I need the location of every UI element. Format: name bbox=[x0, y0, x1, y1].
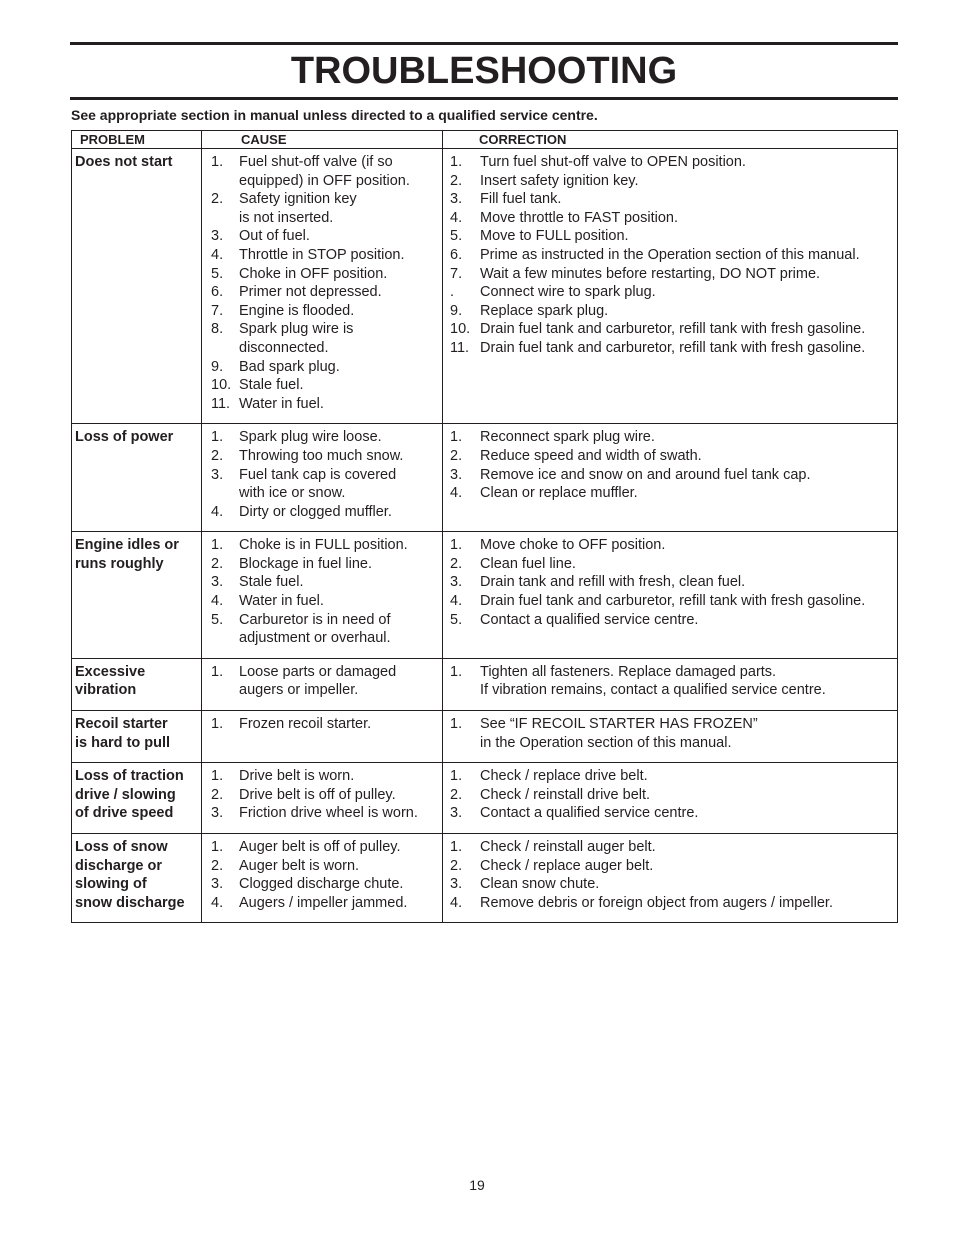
cause-item bbox=[202, 283, 438, 302]
cause-item bbox=[202, 428, 438, 447]
cause-cell bbox=[201, 149, 442, 423]
correction-item-text: Replace spark plug. bbox=[480, 302, 609, 319]
correction-item bbox=[443, 190, 893, 209]
correction-item-number: 5. bbox=[450, 611, 463, 628]
correction-item-text: Remove debris or foreign object from augers / impeller. bbox=[480, 894, 833, 911]
cause-item-text: Carburetor is in need of adjustment or overhaul. bbox=[239, 611, 391, 647]
cause-item-text: Water in fuel. bbox=[239, 395, 324, 412]
cause-item-number: 1. bbox=[211, 154, 224, 170]
cause-item bbox=[202, 555, 438, 574]
table-header bbox=[72, 131, 897, 149]
cause-item-text: Choke is in FULL position. bbox=[239, 537, 408, 554]
problem-cell: Does not start bbox=[75, 154, 173, 170]
correction-item-text: Check / reinstall drive belt. bbox=[480, 786, 651, 803]
cause-item bbox=[202, 302, 438, 321]
correction-item-text: Drain fuel tank and carburetor, refill tank with fresh gasoline. bbox=[480, 593, 866, 610]
problem-cell: Loss of traction drive / slowing of drive speed bbox=[75, 768, 184, 822]
correction-item bbox=[443, 320, 893, 339]
table-row bbox=[72, 424, 897, 532]
page-title: TROUBLESHOOTING bbox=[290, 50, 678, 92]
correction-item-number: 3. bbox=[450, 574, 463, 591]
cause-item bbox=[202, 447, 438, 466]
table-row bbox=[72, 659, 897, 711]
correction-item bbox=[443, 466, 893, 485]
cause-item bbox=[202, 894, 438, 913]
cause-item bbox=[202, 395, 438, 414]
correction-item bbox=[443, 663, 893, 700]
cause-item bbox=[202, 265, 438, 284]
correction-item bbox=[443, 715, 893, 752]
correction-item bbox=[443, 339, 893, 358]
cause-item bbox=[202, 715, 438, 734]
table-row bbox=[72, 834, 897, 922]
correction-item bbox=[443, 767, 893, 786]
correction-item bbox=[443, 555, 893, 574]
cause-item-text: Drive belt is worn. bbox=[239, 768, 355, 785]
cause-item-number: 8. bbox=[211, 321, 224, 338]
correction-item-text: Clean or replace muffler. bbox=[480, 485, 638, 502]
correction-item bbox=[443, 172, 893, 191]
problem-cell: Recoil starter is hard to pull bbox=[75, 716, 171, 751]
correction-item-number: 2. bbox=[450, 447, 463, 464]
correction-item bbox=[443, 484, 893, 503]
cause-item-text: Clogged discharge chute. bbox=[239, 876, 404, 893]
header-cause: CAUSE bbox=[201, 131, 442, 148]
cause-item bbox=[202, 503, 438, 522]
title-underline-rule bbox=[70, 97, 898, 100]
cause-item-text: Out of fuel. bbox=[239, 228, 310, 245]
correction-item-number: 2. bbox=[450, 786, 463, 803]
correction-item bbox=[443, 536, 893, 555]
correction-item bbox=[443, 302, 893, 321]
correction-item-text: Check / reinstall auger belt. bbox=[480, 839, 656, 855]
correction-item bbox=[443, 447, 893, 466]
correction-item-number: 7. bbox=[450, 265, 463, 282]
cause-item-text: Stale fuel. bbox=[239, 574, 304, 591]
cause-item-text: Loose parts or damaged augers or impeller. bbox=[239, 663, 397, 699]
problem-cell: Excessive vibration bbox=[75, 663, 146, 699]
cause-item-number: 2. bbox=[211, 786, 224, 803]
correction-item bbox=[443, 573, 893, 592]
cause-item-number: 1. bbox=[211, 429, 224, 446]
correction-item-number: 6. bbox=[450, 246, 463, 263]
cause-item bbox=[202, 786, 438, 805]
page-number: 19 bbox=[469, 1177, 485, 1193]
correction-item-number: 3. bbox=[450, 466, 463, 483]
cause-item-number: 1. bbox=[211, 768, 224, 785]
cause-item-number: 4. bbox=[211, 503, 224, 520]
cause-item-text: Augers / impeller jammed. bbox=[239, 894, 408, 911]
cause-cell bbox=[201, 532, 442, 658]
correction-item bbox=[443, 153, 893, 172]
correction-item-text: Drain fuel tank and carburetor, refill tank with fresh gasoline. bbox=[480, 339, 866, 356]
correction-item-text: Contact a qualified service centre. bbox=[480, 805, 699, 822]
correction-item-text: Clean snow chute. bbox=[480, 876, 600, 893]
correction-item bbox=[443, 611, 893, 630]
cause-item-text: Stale fuel. bbox=[239, 377, 304, 394]
correction-cell bbox=[442, 149, 897, 423]
problem-cell: Loss of snow discharge or slowing of snow discharge bbox=[75, 839, 185, 911]
cause-item-text: Bad spark plug. bbox=[239, 358, 340, 375]
cause-item-text: Auger belt is worn. bbox=[239, 857, 360, 874]
correction-item-number: 3. bbox=[450, 876, 463, 893]
cause-item bbox=[202, 376, 438, 395]
correction-item-text: Contact a qualified service centre. bbox=[480, 611, 699, 628]
correction-item-number: 1. bbox=[450, 537, 463, 554]
problem-cell: Loss of power bbox=[75, 429, 174, 446]
correction-item-number: 2. bbox=[450, 172, 463, 189]
cause-item bbox=[202, 466, 438, 503]
correction-item bbox=[443, 786, 893, 805]
correction-item bbox=[443, 894, 893, 913]
correction-item-text: Wait a few minutes before restarting, DO NOT prime. bbox=[480, 265, 821, 282]
correction-item-number: 3. bbox=[450, 805, 463, 822]
correction-item bbox=[443, 227, 893, 246]
cause-item-text: Fuel shut-off valve (if so equipped) in OFF position. bbox=[239, 154, 410, 189]
cause-item bbox=[202, 838, 438, 857]
correction-item-number: 2. bbox=[450, 857, 463, 874]
cause-item-number: 2. bbox=[211, 191, 224, 208]
correction-item bbox=[443, 283, 893, 302]
cause-item bbox=[202, 767, 438, 786]
cause-item-number: 1. bbox=[211, 537, 224, 554]
correction-item bbox=[443, 209, 893, 228]
correction-item bbox=[443, 857, 893, 876]
correction-cell bbox=[442, 711, 897, 762]
cause-item bbox=[202, 227, 438, 246]
cause-item-text: Drive belt is off of pulley. bbox=[239, 786, 396, 803]
correction-item-number: 2. bbox=[450, 555, 463, 572]
cause-item-number: 11. bbox=[211, 395, 231, 412]
correction-item-text: Check / replace drive belt. bbox=[480, 768, 648, 785]
correction-item-text: Connect wire to spark plug. bbox=[480, 284, 656, 301]
cause-item-number: 2. bbox=[211, 857, 224, 874]
problem-cell: Engine idles or runs roughly bbox=[75, 537, 179, 572]
cause-item-number: 2. bbox=[211, 555, 224, 572]
cause-item-number: 3. bbox=[211, 805, 224, 822]
cause-item-text: Choke in OFF position. bbox=[239, 265, 388, 282]
correction-item-text: Reconnect spark plug wire. bbox=[480, 429, 655, 446]
cause-item bbox=[202, 663, 438, 700]
cause-item-number: 4. bbox=[211, 593, 224, 610]
correction-item-text: Drain tank and refill with fresh, clean fuel. bbox=[480, 574, 746, 591]
cause-item-text: Primer not depressed. bbox=[239, 284, 382, 301]
correction-item-number: 1. bbox=[450, 663, 463, 680]
correction-cell bbox=[442, 834, 897, 922]
cause-item-number: 3. bbox=[211, 466, 224, 483]
cause-item-number: 6. bbox=[211, 284, 224, 301]
correction-item-number: 1. bbox=[450, 154, 463, 170]
correction-item-text: Move throttle to FAST position. bbox=[480, 209, 678, 226]
correction-item-text: Fill fuel tank. bbox=[480, 191, 562, 208]
correction-cell bbox=[442, 659, 897, 710]
intro-note: See appropriate section in manual unless directed to a qualified service centre. bbox=[71, 107, 598, 123]
cause-item-text: Spark plug wire is disconnected. bbox=[239, 321, 354, 356]
correction-item-text: Insert safety ignition key. bbox=[480, 172, 639, 189]
cause-item-text: Water in fuel. bbox=[239, 593, 324, 610]
cause-item-number: 1. bbox=[211, 663, 224, 680]
correction-item-number: . bbox=[450, 284, 455, 301]
correction-item-number: 4. bbox=[450, 209, 463, 226]
cause-item-text: Dirty or clogged muffler. bbox=[239, 503, 392, 520]
header-problem: PROBLEM bbox=[80, 132, 145, 147]
correction-item bbox=[443, 838, 893, 857]
correction-item-number: 1. bbox=[450, 768, 463, 785]
correction-item bbox=[443, 246, 893, 265]
table-row bbox=[72, 149, 897, 424]
top-rule bbox=[70, 42, 898, 45]
correction-item-number: 1. bbox=[450, 716, 463, 733]
cause-item bbox=[202, 875, 438, 894]
correction-item-text: Clean fuel line. bbox=[480, 555, 576, 572]
correction-item-number: 4. bbox=[450, 593, 463, 610]
correction-item bbox=[443, 875, 893, 894]
cause-item-text: Spark plug wire loose. bbox=[239, 429, 382, 446]
cause-item-number: 1. bbox=[211, 839, 224, 855]
cause-item bbox=[202, 153, 438, 190]
correction-item-text: Move choke to OFF position. bbox=[480, 537, 666, 554]
table-row bbox=[72, 711, 897, 763]
cause-item bbox=[202, 857, 438, 876]
correction-item-number: 5. bbox=[450, 228, 463, 245]
correction-cell bbox=[442, 763, 897, 833]
correction-item-text: See “IF RECOIL STARTER HAS FROZEN” in the Operation section of this manual. bbox=[480, 716, 758, 751]
correction-item-number: 9. bbox=[450, 302, 463, 319]
correction-item-text: Reduce speed and width of swath. bbox=[480, 447, 702, 464]
cause-item-number: 10. bbox=[211, 377, 232, 394]
table-row bbox=[72, 763, 897, 834]
cause-item-text: Friction drive wheel is worn. bbox=[239, 805, 418, 822]
cause-item-text: Engine is flooded. bbox=[239, 302, 355, 319]
cause-cell bbox=[201, 834, 442, 922]
cause-item bbox=[202, 320, 438, 357]
correction-item-text: Prime as instructed in the Operation section of this manual. bbox=[480, 246, 860, 263]
correction-item-number: 11. bbox=[450, 339, 470, 356]
cause-cell bbox=[201, 711, 442, 762]
cause-item bbox=[202, 592, 438, 611]
correction-item-text: Drain fuel tank and carburetor, refill tank with fresh gasoline. bbox=[480, 321, 866, 338]
header-correction: CORRECTION bbox=[442, 131, 897, 148]
correction-item-text: Remove ice and snow on and around fuel tank cap. bbox=[480, 466, 811, 483]
cause-item-number: 2. bbox=[211, 447, 224, 464]
correction-item bbox=[443, 592, 893, 611]
cause-item bbox=[202, 358, 438, 377]
cause-item-text: Frozen recoil starter. bbox=[239, 716, 372, 733]
correction-item-number: 4. bbox=[450, 894, 463, 911]
cause-item bbox=[202, 573, 438, 592]
cause-item-text: Fuel tank cap is covered with ice or snow. bbox=[239, 466, 397, 502]
cause-item-number: 3. bbox=[211, 574, 224, 591]
correction-item-number: 4. bbox=[450, 485, 463, 502]
correction-item-text: Move to FULL position. bbox=[480, 228, 629, 245]
correction-item-number: 1. bbox=[450, 839, 463, 855]
correction-item-text: Check / replace auger belt. bbox=[480, 857, 654, 874]
cause-item-number: 3. bbox=[211, 228, 224, 245]
table-body bbox=[72, 149, 897, 922]
cause-cell bbox=[201, 424, 442, 531]
cause-item bbox=[202, 804, 438, 823]
correction-item-number: 1. bbox=[450, 429, 463, 446]
cause-item bbox=[202, 536, 438, 555]
troubleshooting-table bbox=[71, 130, 898, 923]
correction-item bbox=[443, 428, 893, 447]
cause-cell bbox=[201, 763, 442, 833]
cause-item bbox=[202, 190, 438, 227]
correction-item bbox=[443, 265, 893, 284]
cause-item-text: Throwing too much snow. bbox=[239, 447, 404, 464]
table-row bbox=[72, 532, 897, 659]
cause-item-number: 9. bbox=[211, 358, 224, 375]
cause-item-number: 3. bbox=[211, 876, 224, 893]
correction-item-number: 10. bbox=[450, 321, 471, 338]
cause-item-text: Auger belt is off of pulley. bbox=[239, 839, 401, 855]
correction-cell bbox=[442, 424, 897, 531]
cause-item-number: 5. bbox=[211, 611, 224, 628]
correction-item-text: Tighten all fasteners. Replace damaged parts. If vibration remains, contact a qualified service centre. bbox=[480, 663, 826, 699]
cause-item-number: 4. bbox=[211, 894, 224, 911]
correction-item-number: 3. bbox=[450, 191, 463, 208]
cause-item bbox=[202, 246, 438, 265]
cause-item bbox=[202, 611, 438, 648]
correction-item bbox=[443, 804, 893, 823]
cause-item-number: 5. bbox=[211, 265, 224, 282]
cause-item-text: Throttle in STOP position. bbox=[239, 246, 405, 263]
correction-cell bbox=[442, 532, 897, 658]
cause-item-text: Blockage in fuel line. bbox=[239, 555, 372, 572]
cause-cell bbox=[201, 659, 442, 710]
correction-item-text: Turn fuel shut-off valve to OPEN position. bbox=[480, 154, 746, 170]
cause-item-number: 7. bbox=[211, 302, 224, 319]
cause-item-number: 1. bbox=[211, 716, 224, 733]
cause-item-text: Safety ignition key is not inserted. bbox=[239, 191, 357, 226]
cause-item-number: 4. bbox=[211, 246, 224, 263]
